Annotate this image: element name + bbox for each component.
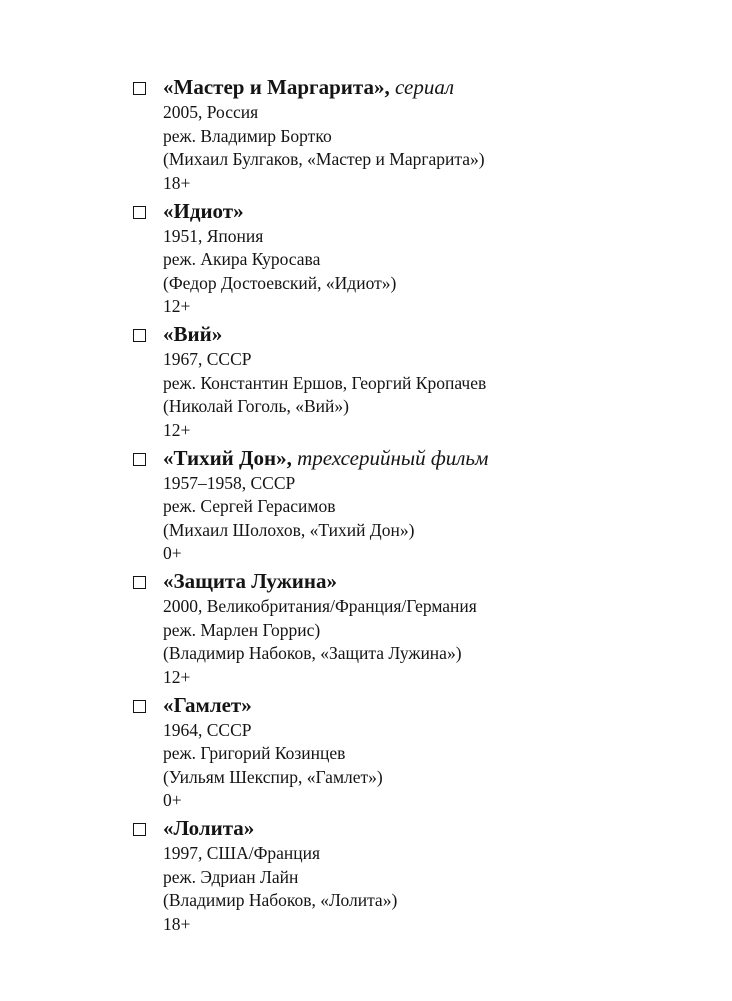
film-details <box>163 568 692 689</box>
film-entry <box>0 445 732 567</box>
film-format-note: сериал <box>394 75 454 99</box>
film-source: (Федор Достоевский, «Идиот») <box>163 272 397 293</box>
film-checkbox[interactable] <box>133 82 146 95</box>
film-age-rating: 18+ <box>163 913 191 934</box>
film-format-note: трехсерийный фильм <box>297 445 489 470</box>
film-director: реж. Владимир Бортко <box>163 125 332 146</box>
film-title: «Лолита» <box>163 816 255 840</box>
film-year-country: 2000, Великобритания/Франция/Германия <box>163 596 477 616</box>
film-title: «Вий» <box>163 322 223 346</box>
film-checkbox[interactable] <box>133 823 146 836</box>
film-title-line <box>163 815 692 842</box>
film-title-line <box>163 321 692 348</box>
film-age-rating: 0+ <box>163 543 182 563</box>
film-title-line <box>163 692 692 719</box>
film-entry <box>0 321 732 443</box>
film-title-separator: , <box>286 445 298 470</box>
film-checklist <box>0 74 732 939</box>
film-source: (Михаил Шолохов, «Тихий Дон») <box>163 519 415 540</box>
film-entry <box>0 568 732 690</box>
film-entry <box>0 815 732 937</box>
film-age-rating: 12+ <box>163 666 191 687</box>
film-title: «Тихий Дон» <box>163 445 287 470</box>
film-year-country: 1967, СССР <box>163 349 252 369</box>
film-entry <box>0 692 732 814</box>
film-year-country: 1957–1958, СССР <box>163 472 296 493</box>
film-checkbox[interactable] <box>133 576 146 589</box>
film-details <box>163 198 692 319</box>
film-entry <box>0 74 732 196</box>
film-details <box>163 445 692 566</box>
film-checkbox[interactable] <box>133 206 146 219</box>
film-source: (Владимир Набоков, «Защита Лужина») <box>163 643 462 663</box>
film-title: «Мастер и Маргарита» <box>163 75 385 99</box>
film-title-line <box>163 445 692 472</box>
film-source: (Михаил Булгаков, «Мастер и Маргарита») <box>163 149 485 169</box>
film-director: реж. Марлен Горрис) <box>163 619 321 640</box>
film-source: (Николай Гоголь, «Вий») <box>163 396 349 416</box>
film-age-rating: 18+ <box>163 172 191 193</box>
film-source: (Уильям Шекспир, «Гамлет») <box>163 766 383 787</box>
film-age-rating: 12+ <box>163 419 191 440</box>
film-source: (Владимир Набоков, «Лолита») <box>163 890 398 910</box>
film-director: реж. Григорий Козинцев <box>163 743 346 763</box>
film-checkbox[interactable] <box>133 453 146 466</box>
film-director: реж. Эдриан Лайн <box>163 866 299 887</box>
film-title: «Гамлет» <box>163 692 252 717</box>
film-director: реж. Акира Куросава <box>163 249 321 269</box>
film-details <box>163 74 692 195</box>
film-director: реж. Константин Ершов, Георгий Кропачев <box>163 372 487 393</box>
film-title: «Идиот» <box>163 198 244 223</box>
film-age-rating: 0+ <box>163 790 182 810</box>
film-details <box>163 692 692 813</box>
film-entry <box>0 198 732 320</box>
film-year-country: 1951, Япония <box>163 225 264 246</box>
film-title-separator: , <box>384 75 395 99</box>
film-title-line <box>163 74 692 101</box>
film-details <box>163 815 692 936</box>
film-details <box>163 321 692 442</box>
film-year-country: 1997, США/Франция <box>163 843 321 863</box>
film-title: «Защита Лужина» <box>163 569 338 593</box>
film-checkbox[interactable] <box>133 700 146 713</box>
film-director: реж. Сергей Герасимов <box>163 496 336 516</box>
film-year-country: 2005, Россия <box>163 102 259 122</box>
film-title-line <box>163 198 692 225</box>
film-age-rating: 12+ <box>163 296 191 316</box>
film-year-country: 1964, СССР <box>163 719 252 740</box>
film-checkbox[interactable] <box>133 329 146 342</box>
film-title-line <box>163 568 692 595</box>
